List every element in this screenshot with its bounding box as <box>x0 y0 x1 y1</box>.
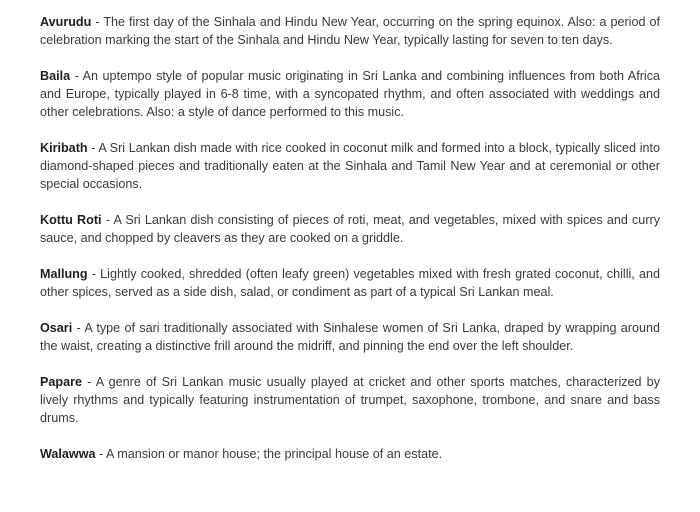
term: Mallung <box>40 267 88 281</box>
glossary-entry-walawwa <box>40 445 660 463</box>
definition: A mansion or manor house; the principal house of an estate. <box>106 447 443 461</box>
definition: The first day of the Sinhala and Hindu New Year, occurring on the spring equinox. Also: a period of celebration marking the start of the Sinhala and Hindu New Year, typically lasting for seven to ten days. <box>40 15 660 47</box>
glossary-entry-papare <box>40 373 660 427</box>
term-separator: - <box>91 15 104 29</box>
glossary-entry-kiribath <box>40 139 660 193</box>
definition: A Sri Lankan dish made with rice cooked in coconut milk and formed into a block, typically sliced into diamond-shaped pieces and traditionally eaten at the Sinhala and Tamil New Year and at ceremonial or other special occasions. <box>40 141 660 191</box>
term: Walawwa <box>40 447 96 461</box>
glossary-entry-osari <box>40 319 660 355</box>
term: Avurudu <box>40 15 92 29</box>
definition: A type of sari traditionally associated with Sinhalese women of Sri Lanka, draped by wrapping around the waist, creating a distinctive frill around the midriff, and pinning the end over the left shoulder. <box>40 321 661 353</box>
term-separator: - <box>87 141 99 155</box>
glossary-entry-kottu-roti <box>40 211 660 247</box>
glossary-entry-avurudu <box>40 13 660 49</box>
term: Osari <box>40 321 73 335</box>
term-separator: - <box>95 447 107 461</box>
term: Baila <box>40 69 71 83</box>
term-separator: - <box>101 213 114 227</box>
term-separator: - <box>70 69 83 83</box>
definition: A genre of Sri Lankan music usually played at cricket and other sports matches, characterized by lively rhythms and typically featuring instrumentation of trumpet, saxophone, trombone, and snare and bass drums. <box>40 375 660 425</box>
term-separator: - <box>87 267 101 281</box>
term: Kottu Roti <box>40 213 102 227</box>
definition: An uptempo style of popular music originating in Sri Lanka and combining influences from both Africa and Europe, typically played in 6-8 time, with a syncopated rhythm, and often associated with weddings and other celebrations. Also: a style of dance performed to this music. <box>40 69 660 119</box>
definition: Lightly cooked, shredded (often leafy green) vegetables mixed with fresh grated coconut, chilli, and other spices, served as a side dish, salad, or condiment as part of a typical Sri Lankan meal. <box>40 267 660 299</box>
glossary-entry-mallung <box>40 265 660 301</box>
term-separator: - <box>82 375 96 389</box>
term: Papare <box>40 375 83 389</box>
term-separator: - <box>72 321 85 335</box>
definition: A Sri Lankan dish consisting of pieces of roti, meat, and vegetables, mixed with spices and curry sauce, and chopped by cleavers as they are cooked on a griddle. <box>40 213 661 245</box>
glossary-entry-baila <box>40 67 660 121</box>
term: Kiribath <box>40 141 88 155</box>
